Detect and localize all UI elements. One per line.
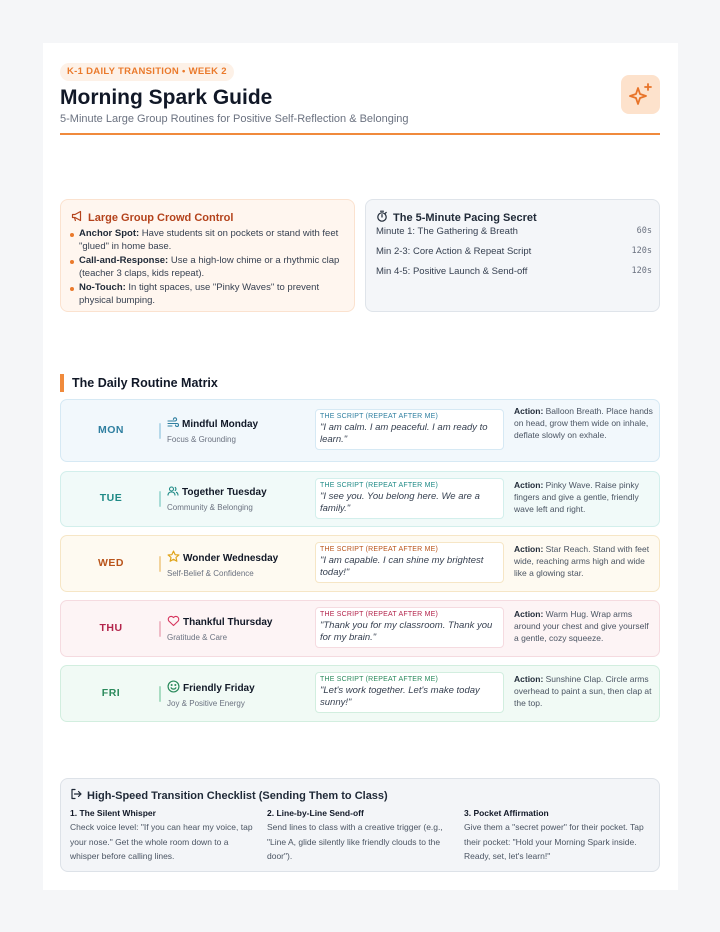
wind-icon <box>167 417 179 432</box>
routine-row-tuesday <box>60 471 660 527</box>
list-item: No-Touch: In tight spaces, use "Pinky Waves" to prevent physical bumping. <box>70 282 346 307</box>
script-box <box>315 542 504 583</box>
script-text: "I am capable. I can shine my brightest today!" <box>320 555 484 578</box>
row-divider <box>159 686 161 702</box>
script-text: "I see you. You belong here. We are a family." <box>320 491 480 514</box>
theme-name: Friendly Friday <box>183 682 255 694</box>
page-subtitle: 5-Minute Large Group Routines for Positive Self-Reflection & Belonging <box>60 113 409 125</box>
pacing-card <box>365 199 660 312</box>
script-label: THE SCRIPT (REPEAT AFTER ME) <box>320 413 439 420</box>
pacing-row: Min 4-5: Positive Launch & Send-off 120s <box>376 266 652 277</box>
script-text: "Let's work together. Let's make today sunny!" <box>320 685 480 708</box>
checklist-item <box>464 808 652 864</box>
pacing-time: 60s <box>636 226 652 236</box>
checklist-item-body: Send lines to class with a creative trigger (e.g., "Line A, glide silently like friendly clouds to the door"). <box>267 822 443 861</box>
script-text: "Thank you for my classroom. Thank you for my brain." <box>320 620 493 643</box>
week-badge: K-1 DAILY TRANSITION • WEEK 2 <box>60 63 234 81</box>
theme-subtitle: Joy & Positive Energy <box>167 699 245 708</box>
checklist-item-title: 3. Pocket Affirmation <box>464 808 549 818</box>
checklist-item-title: 1. The Silent Whisper <box>70 808 156 818</box>
action-text: Action: Pinky Wave. Raise pinky fingers and give a gentle, friendly wave left and right. <box>514 480 639 515</box>
stopwatch-icon <box>376 210 388 225</box>
routine-row-friday <box>60 665 660 722</box>
theme-name: Mindful Monday <box>182 419 259 430</box>
theme-subtitle: Focus & Grounding <box>167 435 236 444</box>
checklist-item <box>267 808 455 864</box>
routine-row-thursday <box>60 600 660 657</box>
page-title: Morning Spark Guide <box>60 86 273 109</box>
day-label: TUE <box>99 492 123 504</box>
checklist-item <box>70 808 258 864</box>
row-divider <box>159 621 161 637</box>
script-label: THE SCRIPT (REPEAT AFTER ME) <box>320 482 439 489</box>
theme-subtitle: Gratitude & Care <box>167 633 228 642</box>
smile-icon <box>167 680 180 696</box>
arrow-right-from-bracket-icon <box>70 788 82 803</box>
matrix-title: The Daily Routine Matrix <box>60 374 218 392</box>
routine-row-monday <box>60 399 660 462</box>
heart-icon <box>167 615 180 630</box>
crowd-control-list <box>70 228 346 309</box>
crowd-control-card <box>60 199 355 312</box>
sparkles-icon <box>621 75 660 114</box>
script-box <box>315 607 504 648</box>
row-divider <box>159 423 161 439</box>
script-label: THE SCRIPT (REPEAT AFTER ME) <box>320 546 439 553</box>
day-label: THU <box>99 622 123 634</box>
theme-name: Thankful Thursday <box>183 617 273 628</box>
list-item: Call-and-Response: Use a high-low chime or a rhythmic clap (teacher 3 claps, kids repeat). <box>70 255 346 280</box>
theme-name: Together Tuesday <box>182 487 267 498</box>
checklist-item-body: Give them a "secret power" for their pocket. Tap their pocket: "Hold your Morning Spark inside. Ready, set, let's learn!" <box>464 822 644 861</box>
list-item: Anchor Spot: Have students sit on pockets or stand with feet "glued" in home base. <box>70 228 346 253</box>
pacing-time: 120s <box>631 266 652 276</box>
pacing-title: The 5-Minute Pacing Secret <box>393 211 537 224</box>
pacing-row: Min 2-3: Core Action & Repeat Script 120s <box>376 246 652 257</box>
day-label: MON <box>98 424 124 436</box>
transition-checklist <box>60 778 660 872</box>
script-box <box>315 672 504 713</box>
action-text: Action: Sunshine Clap. Circle arms overhead to paint a sun, then clap at the top. <box>514 674 652 709</box>
crowd-control-title: Large Group Crowd Control <box>88 211 234 224</box>
action-text: Action: Balloon Breath. Place hands on head, grow them wide on inhale, deflate slowly on exhale. <box>514 406 653 441</box>
script-box <box>315 478 504 519</box>
script-label: THE SCRIPT (REPEAT AFTER ME) <box>320 676 439 683</box>
script-box <box>315 409 504 450</box>
row-divider <box>159 491 161 507</box>
routine-row-wednesday <box>60 535 660 592</box>
script-text: "I am calm. I am peaceful. I am ready to learn." <box>320 422 488 445</box>
megaphone-icon <box>71 210 83 225</box>
header-divider <box>60 133 660 135</box>
theme-subtitle: Community & Belonging <box>167 503 253 512</box>
star-icon <box>167 550 180 566</box>
action-text: Action: Star Reach. Stand with feet wide, reaching arms high and wide like a glowing star. <box>514 544 650 579</box>
checklist-item-body: Check voice level: "If you can hear my voice, tap your nose." Get the whole room down to a whisper before calling lines. <box>70 822 253 861</box>
day-label: WED <box>98 557 124 569</box>
row-divider <box>159 556 161 572</box>
checklist-item-title: 2. Line-by-Line Send-off <box>267 808 364 818</box>
users-icon <box>167 485 179 500</box>
checklist-title: High-Speed Transition Checklist (Sending Them to Class) <box>87 789 388 802</box>
guide-page <box>43 43 678 890</box>
theme-subtitle: Self-Belief & Confidence <box>167 569 254 578</box>
theme-name: Wonder Wednesday <box>183 552 279 564</box>
script-label: THE SCRIPT (REPEAT AFTER ME) <box>320 611 439 618</box>
pacing-row: Minute 1: The Gathering & Breath 60s <box>376 226 652 237</box>
day-label: FRI <box>101 687 121 699</box>
action-text: Action: Warm Hug. Wrap arms around your chest and give yourself a gentle, cozy squeeze. <box>514 609 649 644</box>
pacing-time: 120s <box>631 246 652 256</box>
